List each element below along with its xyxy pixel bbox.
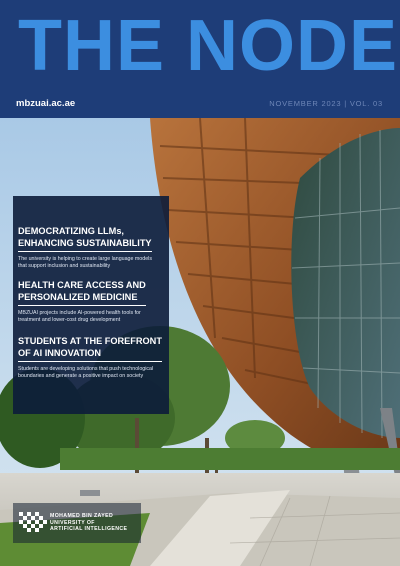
magazine-title: THE NODE xyxy=(18,6,399,86)
story-summary-line2: treatment and lower-cost drug development xyxy=(18,317,121,323)
university-name-line1: MOHAMED BIN ZAYED xyxy=(50,513,114,519)
mbzuai-logo-icon xyxy=(19,512,47,534)
university-logo[interactable] xyxy=(13,503,141,543)
story-headline xyxy=(18,336,162,362)
story-headline xyxy=(18,280,146,306)
story-summary-line2: that support inclusion and sustainability xyxy=(18,263,111,269)
story-summary-line1: MBZUAI projects include AI-powered health tools for xyxy=(18,310,141,316)
story-summary-line1: Students are developing solutions that push technological xyxy=(18,366,154,372)
story-headline xyxy=(18,226,152,252)
story-headline-line2: ENHANCING SUSTAINABILITY xyxy=(18,237,152,248)
website-url[interactable]: mbzuai.ac.ae xyxy=(16,98,76,109)
story-summary-line2: boundaries and generate a positive impact on society xyxy=(18,373,144,379)
issue-info: NOVEMBER 2023 | VOL. 03 xyxy=(269,99,383,108)
story-headline-line1: DEMOCRATIZING LLMs, xyxy=(18,226,124,236)
university-name-line3: ARTIFICIAL INTELLIGENCE xyxy=(50,526,128,533)
story-students-innovation[interactable] xyxy=(18,336,168,380)
story-headline-line2: OF AI INNOVATION xyxy=(18,347,102,358)
masthead xyxy=(0,0,400,118)
story-headline-line1: HEALTH CARE ACCESS AND xyxy=(18,280,146,290)
university-name-line2: UNIVERSITY OF xyxy=(50,519,95,526)
story-headline-line1: STUDENTS AT THE FOREFRONT xyxy=(18,336,162,346)
story-summary xyxy=(18,256,168,270)
story-democratizing-llms[interactable] xyxy=(18,226,168,270)
story-summary xyxy=(18,310,168,324)
university-name xyxy=(50,513,127,533)
story-summary xyxy=(18,366,168,380)
story-health-care[interactable] xyxy=(18,280,168,324)
story-headline-line2: PERSONALIZED MEDICINE xyxy=(18,291,138,302)
story-summary-line1: The university is helping to create large language models xyxy=(18,256,152,262)
stories-panel xyxy=(13,196,169,414)
